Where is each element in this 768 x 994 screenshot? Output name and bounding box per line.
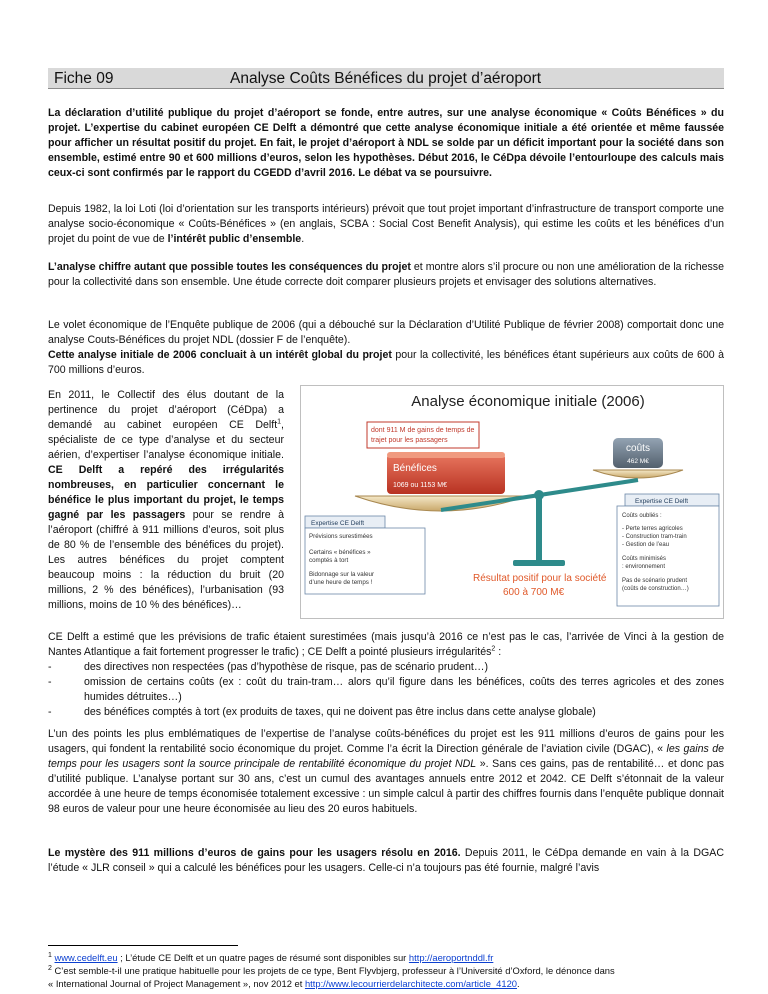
courrier-architecte-link[interactable]: http://www.lecourrierdelarchitecte.com/article_4120 (304, 978, 518, 989)
benefits-top (387, 452, 505, 458)
left-text2: , spécialiste de ce type d’analyse et du secteur aérien, d’expertiser l’analyse économique initiale. (48, 419, 284, 461)
left-text1: En 2011, le Collectif des élus doutant de la pertinence du projet d’aéroport (CéDpa) a demandé au cabinet européen CE Delft (48, 389, 284, 431)
list-item: - omission de certains coûts (ex : coût du train-tram… alors qu’il figure dans les bénéfices, coûts des terres agricoles et des zones humides détruites…) (48, 675, 724, 705)
paragraph-enquete (48, 318, 724, 378)
paragraph-loti (48, 202, 724, 247)
footnote-1-text: ; L’étude CE Delft et un quatre pages de résumé sont disponibles sur (117, 952, 409, 963)
left-column (48, 388, 284, 613)
aeroportnddl-link[interactable]: http://aeroportnddl.fr (408, 952, 494, 963)
p5-text1: L’un des points les plus emblématiques de l’expertise de l’analyse coûts-bénéfices du projet est les 911 millions d’euros de gains pour les usagers, qui fondent la rentabilité socio économique du projet. Comme l’a écrit la Direction générale de l’aviation civile (DGAC), « (48, 728, 724, 755)
p4-text: CE Delft a estimé que les prévisions de trafic étaient surestimées (mais jusqu’à 2016 ce n’est pas le cas, l’arrivée de Vinci à la gestion de Nantes Atlantique a fait fortement progresser le trafic) ; CE Delft a pointé plusieurs irrégularités (48, 631, 724, 658)
footnote-3-text: « International Journal of Project Management », nov 2012 et (48, 978, 305, 989)
left-bold: CE Delft a repéré des irrégularités nombreuses, en particulier concernant le bénéfice le plus important du projet, le temps gagné par les passagers (48, 464, 284, 521)
p6-text: Depuis 2011, le CéDpa demande en vain à la DGAC l’étude « JLR conseil » qui a calculé les bénéfices pour les usagers. Celle-ci n’a toujours pas été fournie, malgré l’avis (48, 847, 724, 874)
footnote-1 (48, 951, 724, 964)
intro-paragraph: La déclaration d’utilité publique du projet d’aéroport se fonde, entre autres, sur une analyse économique « Coûts Bénéfices » du projet. L’expertise du cabinet européen CE Delft a démontré que cette analyse économique initiale a été orientée et même faussée pour afficher un résultat positif du projet. En fait, le projet d’aéroport à NDL se solde par un déficit important pour la société dans son ensemble, estimé entre 90 et 600 millions d’euros, selon les hypothèses. Début 2016, le CéDpa dévoile l’entourloupe des calculs mais ceux-ci sont confirmés par le rapport du CGEDD d’avril 2016. Le débat va se poursuivre. (48, 107, 724, 179)
page-title: Analyse Coûts Bénéfices du projet d’aéroport (230, 70, 542, 87)
list-item: - des bénéfices comptés à tort (ex produits de taxes, qui ne doivent pas être inclus dans cette analyse globale) (48, 705, 724, 720)
p2-text: et montre alors s’il procure ou non une amélioration de la richesse pour la collectivité dans son ensemble. Une étude correcte doit comparer plusieurs projets et envisager des solutions alternatives. (48, 261, 724, 288)
footnote-number-1: 1 (48, 951, 52, 959)
footnote-2-cont (48, 977, 724, 990)
p5-text2: ». Sans ces gains, pas de rentabilité… et donc pas d’utilité publique. L’analyse portant sur 30 ans, c’est un cumul des avantages annuels entre 2012 et 2042. CE Delft s’étonnait de la valeur accordée à une heure de temps économisée totalement excessive : un simple calcul à partir des chiffres fournis dans l’enquête publique donnait 98 euros de valeur pour une heure économisée au lieu des 20 euros habituels. (48, 758, 724, 815)
irregularity-list (48, 660, 724, 720)
footnote-2 (48, 964, 724, 977)
p2-bold: L’analyse chiffre autant que possible toutes les conséquences du projet (48, 261, 411, 273)
expertise-left-title: Expertise CE Delft (311, 520, 365, 527)
paragraph-irregularites (48, 630, 724, 660)
p1-end: . (301, 233, 305, 245)
p1-bold: l’intérêt public d’ensemble (167, 233, 302, 245)
footnote-separator (48, 945, 238, 946)
balance-post (536, 498, 542, 562)
costs-label: coûts (626, 443, 650, 454)
result-line1: Résultat positif pour la société (473, 573, 607, 584)
expertise-left-list: Prévisions surestimées Certains « bénéfices » comptés à tort Bidonnage sur la valeur d’une heure de temps ! (309, 533, 375, 586)
p6-bold: Le mystère des 911 millions d’euros de gains pour les usagers résolu en 2016. (48, 847, 461, 859)
footnote-ref-1[interactable]: 1 (277, 418, 282, 426)
benefits-value: 1069 ou 1153 M€ (393, 482, 447, 489)
gain-note: dont 911 M de gains de temps de trajet pour les passagers (371, 427, 475, 444)
p1-text: Depuis 1982, la loi Loti (loi d’orientation sur les transports intérieurs) prévoit que tout projet important d’infrastructure de transport comporte une analyse socio-économique « Coûts-Bénéfices » (en anglais, SCBA : Social Cost Benefit Analysis), qui estime les coûts et les bénéfices d’un projet du point de vue de (48, 203, 724, 245)
costs-value: 462 M€ (627, 458, 649, 465)
gain-note-box (367, 422, 479, 448)
paragraph-911-millions (48, 727, 724, 817)
footnote-3-end: . (517, 978, 520, 989)
p3-bold: Cette analyse initiale de 2006 concluait à un intérêt global du projet (48, 349, 392, 361)
expertise-right-list: Coûts oubliés : - Perte terres agricoles - Construction tram-train - Gestion de l’eau Coûts minimisés : environnement Pas de scénario prudent (coûts de construction…) (622, 513, 689, 592)
balance-figure (300, 385, 724, 619)
paragraph-mystere (48, 846, 724, 876)
p3-text: Le volet économique de l’Enquête publique de 2006 (qui a débouché sur la Déclaration d’Utilité Publique de février 2008) comportait donc une analyse Couts-Bénéfices du projet NDL (dossier F de l’enquête). (48, 319, 724, 346)
left-text3: pour se rendre à l’aéroport (chiffré à 911 millions d’euros, soit plus de 80 % de l’ensemble des bénéfices du projet). Les autres bénéfices du projet comptent beaucoup moins : la réduction du bruit (20 millions, 2 % des bénéfices), l’urbanisation (93 millions, moins de 10 % des bénéfices)… (48, 509, 285, 611)
figure-title: Analyse économique initiale (2006) (411, 393, 645, 410)
balance-base (513, 560, 565, 566)
list-item: - des directives non respectées (pas d’hypothèse de risque, pas de scénario prudent…) (48, 660, 724, 675)
footnote-2-text: C’est semble-t-il une pratique habituelle pour les projets de ce type, Bent Flyvbjerg, professeur à l’Université d’Oxford, le dénonce dans (51, 965, 615, 976)
paragraph-cedpa (48, 388, 284, 613)
paragraph-analyse (48, 260, 724, 290)
balance-illustration (301, 386, 723, 618)
p4-end: : (495, 646, 502, 658)
p5-quote: les gains de temps pour les usagers sont la source principale de rentabilité économique du projet NDL (48, 743, 725, 770)
expertise-right-title: Expertise CE Delft (635, 498, 689, 505)
fiche-number: Fiche 09 (54, 70, 114, 87)
right-pan (593, 470, 683, 478)
result-line2: 600 à 700 M€ (503, 587, 565, 598)
p3-text2: pour la collectivité, les bénéfices étant supérieurs aux coûts de 600 à 700 millions d’euros. (48, 349, 725, 376)
header-bar (48, 68, 724, 89)
footnote-number-2: 2 (48, 964, 52, 972)
footnote-ref-2[interactable]: 2 (491, 645, 496, 653)
cedelft-link[interactable]: www.cedelft.eu (54, 952, 118, 963)
benefits-label: Bénéfices (393, 463, 437, 474)
